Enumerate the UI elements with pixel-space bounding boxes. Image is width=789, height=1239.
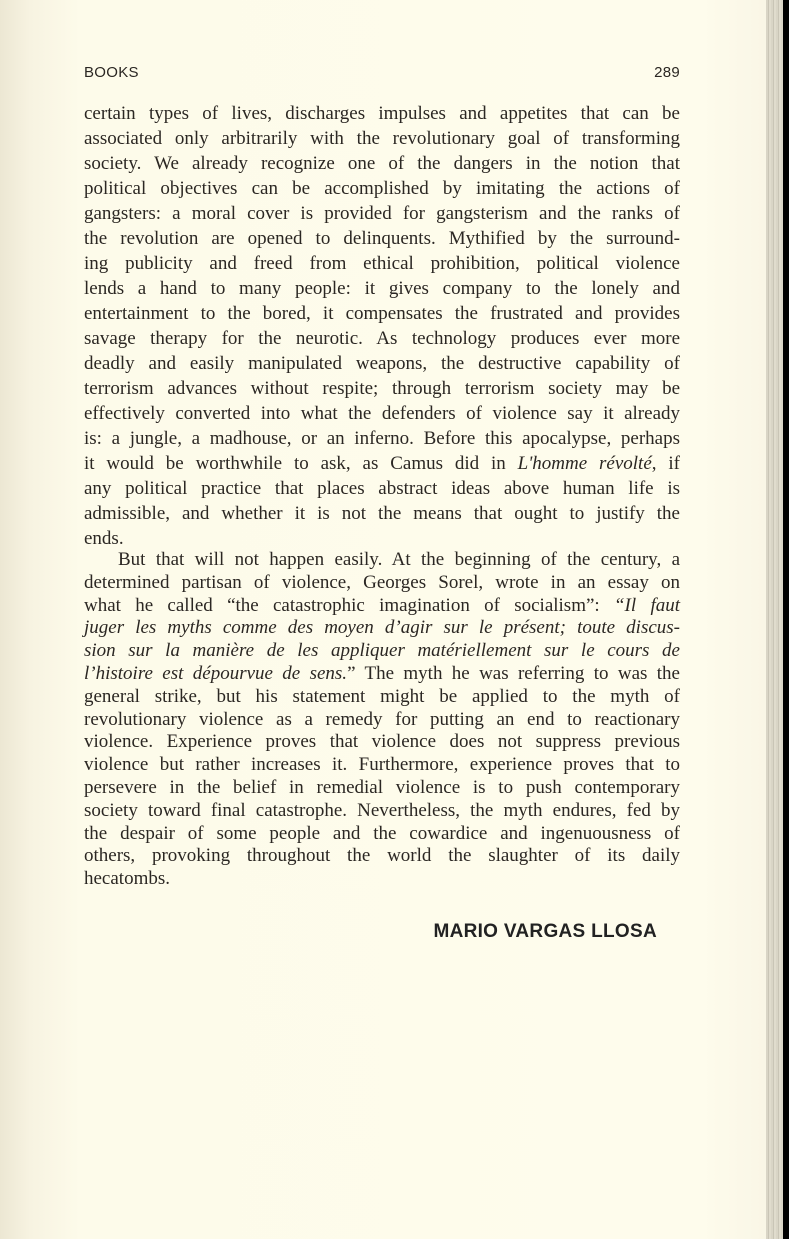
text-line (84, 572, 680, 595)
text-line (84, 663, 680, 686)
text-line (84, 526, 680, 551)
text-segment: revolutionary violence as a remedy for putting an end to reactionary (84, 708, 680, 730)
text-segment: savage therapy for the neurotic. As technology produces ever more (84, 328, 680, 349)
text-segment: entertainment to the bored, it compensates the frustrated and provides (84, 303, 680, 324)
text-line (84, 276, 680, 301)
text-segment: society toward final catastrophe. Nevertheless, the myth endures, fed by (84, 799, 680, 821)
text-line (84, 251, 680, 276)
text-segment: it would be worthwhile to ask, as Camus did in (84, 453, 518, 474)
text-segment: ends. (84, 528, 124, 549)
text-line (84, 549, 680, 572)
text-line (84, 709, 680, 732)
text-segment: ” The myth he was referring to was the (347, 662, 680, 684)
text-segment: hecatombs. (84, 868, 171, 890)
text-line (84, 101, 680, 126)
text-line (84, 777, 680, 800)
text-segment: terrorism advances without respite; through terrorism society may be (84, 378, 680, 399)
author-signature: MARIO VARGAS LLOSA (433, 921, 657, 942)
text-line (84, 326, 680, 351)
text-segment: persevere in the belief in remedial violence is to push contemporary (84, 776, 680, 798)
italic-text: juger les myths comme des moyen d’agir sur le présent; toute discus- (84, 617, 680, 639)
text-line (84, 868, 680, 891)
italic-text: sion sur la manière de les appliquer matériellement sur le cours de (84, 640, 680, 662)
text-line (84, 401, 680, 426)
italic-text: L'homme révolté (517, 453, 652, 474)
text-line (84, 686, 680, 709)
text-segment: associated only arbitrarily with the revolutionary goal of transforming (84, 128, 680, 149)
paragraph-1 (84, 101, 680, 551)
text-line (84, 823, 680, 846)
text-segment: general strike, but his statement might be applied to the myth of (84, 685, 680, 707)
text-segment: , if (651, 453, 680, 474)
text-segment: deadly and easily manipulated weapons, the destructive capability of (84, 353, 680, 374)
text-segment: gangsters: a moral cover is provided for gangsterism and the ranks of (84, 203, 680, 224)
page-edge (766, 0, 783, 1239)
text-line (84, 376, 680, 401)
text-line (84, 617, 680, 640)
text-line (84, 640, 680, 663)
text-segment: determined partisan of violence, Georges Sorel, wrote in an essay on (84, 571, 680, 593)
italic-text: l’histoire est dépourvue de sens. (84, 662, 348, 684)
text-line (84, 476, 680, 501)
text-line (84, 800, 680, 823)
text-segment: what he called “the catastrophic imagination of socialism”: (84, 594, 614, 616)
text-segment: But that will not happen easily. At the beginning of the century, a (118, 549, 680, 570)
text-line (84, 451, 680, 476)
text-line (84, 501, 680, 526)
text-segment: the despair of some people and the cowardice and ingenuousness of (84, 822, 680, 844)
text-segment: effectively converted into what the defenders of violence say it already (84, 403, 680, 424)
text-segment: the revolution are opened to delinquents. Mythified by the surround- (84, 228, 680, 249)
text-segment: ing publicity and freed from ethical prohibition, political violence (84, 253, 680, 274)
text-line (84, 754, 680, 777)
text-line (84, 301, 680, 326)
text-line (84, 351, 680, 376)
text-line (84, 176, 680, 201)
text-line (84, 426, 680, 451)
page-number: 289 (654, 64, 680, 81)
text-segment: society. We already recognize one of the dangers in the notion that (84, 153, 680, 174)
text-segment: political objectives can be accomplished by imitating the actions of (84, 178, 680, 199)
text-segment: admissible, and whether it is not the means that ought to justify the (84, 503, 680, 524)
text-segment: is: a jungle, a madhouse, or an inferno. Before this apocalypse, perhaps (84, 428, 680, 449)
text-line (84, 201, 680, 226)
italic-text: “Il faut (613, 594, 680, 616)
text-line (84, 126, 680, 151)
text-segment: others, provoking throughout the world the slaughter of its daily (84, 845, 680, 867)
paragraph-2 (84, 549, 680, 891)
text-segment: violence but rather increases it. Furthermore, experience proves that to (84, 754, 680, 776)
text-line (84, 731, 680, 754)
text-line (84, 226, 680, 251)
text-line (84, 595, 680, 618)
running-head: BOOKS (84, 64, 139, 81)
text-segment: any political practice that places abstract ideas above human life is (84, 478, 680, 499)
text-segment: violence. Experience proves that violence does not suppress previous (84, 731, 680, 753)
text-line (84, 151, 680, 176)
text-line (84, 845, 680, 868)
text-segment: certain types of lives, discharges impulses and appetites that can be (84, 103, 680, 124)
text-segment: lends a hand to many people: it gives company to the lonely and (84, 278, 680, 299)
